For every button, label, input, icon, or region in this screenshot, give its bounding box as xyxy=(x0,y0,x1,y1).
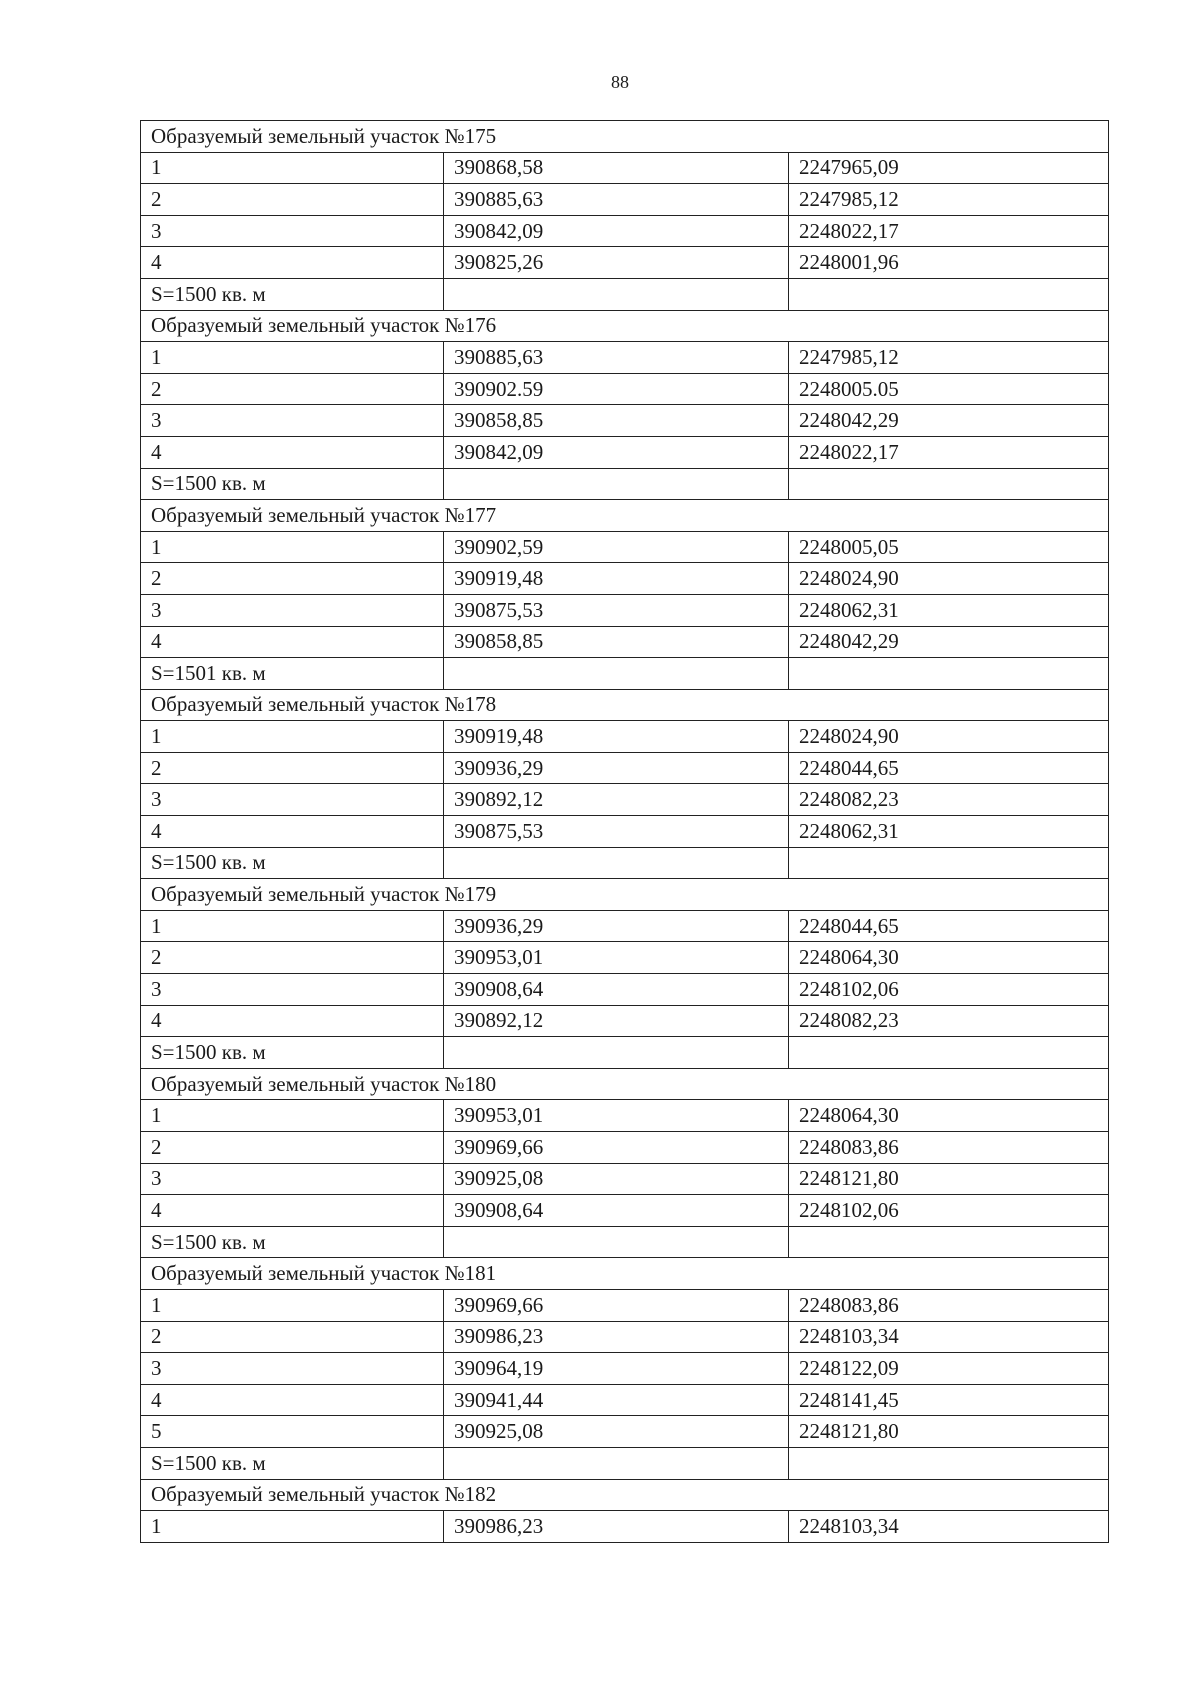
parcel-title: Образуемый земельный участок №177 xyxy=(141,500,1109,532)
x-coordinate: 390842,09 xyxy=(444,436,789,468)
page-number: 88 xyxy=(611,72,629,92)
x-coordinate: 390941,44 xyxy=(444,1384,789,1416)
area-row xyxy=(141,468,1109,500)
point-number: 1 xyxy=(141,1100,444,1132)
x-coordinate: 390953,01 xyxy=(444,942,789,974)
parcel-title: Образуемый земельный участок №176 xyxy=(141,310,1109,342)
empty-cell xyxy=(789,468,1109,500)
y-coordinate: 2247985,12 xyxy=(789,184,1109,216)
point-number: 1 xyxy=(141,152,444,184)
point-row xyxy=(141,247,1109,279)
x-coordinate: 390936,29 xyxy=(444,752,789,784)
parcel-title: Образуемый земельный участок №182 xyxy=(141,1479,1109,1511)
parcel-title: Образуемый земельный участок №181 xyxy=(141,1258,1109,1290)
y-coordinate: 2248083,86 xyxy=(789,1132,1109,1164)
point-row xyxy=(141,974,1109,1006)
y-coordinate: 2248121,80 xyxy=(789,1416,1109,1448)
point-number: 2 xyxy=(141,563,444,595)
parcel-area: S=1501 кв. м xyxy=(141,658,444,690)
parcel-title: Образуемый земельный участок №179 xyxy=(141,879,1109,911)
y-coordinate: 2247965,09 xyxy=(789,152,1109,184)
x-coordinate: 390964,19 xyxy=(444,1353,789,1385)
parcel-header-row xyxy=(141,689,1109,721)
parcel-title: Образуемый земельный участок №178 xyxy=(141,689,1109,721)
point-number: 3 xyxy=(141,405,444,437)
point-number: 3 xyxy=(141,594,444,626)
x-coordinate: 390925,08 xyxy=(444,1163,789,1195)
point-number: 2 xyxy=(141,1321,444,1353)
point-row xyxy=(141,436,1109,468)
x-coordinate: 390986,23 xyxy=(444,1321,789,1353)
point-row xyxy=(141,752,1109,784)
x-coordinate: 390875,53 xyxy=(444,594,789,626)
y-coordinate: 2248042,29 xyxy=(789,405,1109,437)
point-row xyxy=(141,784,1109,816)
y-coordinate: 2248121,80 xyxy=(789,1163,1109,1195)
point-row xyxy=(141,1195,1109,1227)
point-row xyxy=(141,1163,1109,1195)
y-coordinate: 2248044,65 xyxy=(789,910,1109,942)
parcel-area: S=1500 кв. м xyxy=(141,1037,444,1069)
point-number: 2 xyxy=(141,1132,444,1164)
point-row xyxy=(141,1100,1109,1132)
point-row xyxy=(141,1289,1109,1321)
point-row xyxy=(141,152,1109,184)
point-row xyxy=(141,594,1109,626)
x-coordinate: 390936,29 xyxy=(444,910,789,942)
x-coordinate: 390969,66 xyxy=(444,1289,789,1321)
point-number: 4 xyxy=(141,247,444,279)
point-number: 3 xyxy=(141,784,444,816)
y-coordinate: 2248064,30 xyxy=(789,1100,1109,1132)
x-coordinate: 390858,85 xyxy=(444,405,789,437)
x-coordinate: 390919,48 xyxy=(444,563,789,595)
point-number: 4 xyxy=(141,1005,444,1037)
point-row xyxy=(141,342,1109,374)
point-number: 2 xyxy=(141,942,444,974)
x-coordinate: 390969,66 xyxy=(444,1132,789,1164)
area-row xyxy=(141,278,1109,310)
empty-cell xyxy=(444,278,789,310)
point-number: 4 xyxy=(141,626,444,658)
point-number: 2 xyxy=(141,184,444,216)
y-coordinate: 2248042,29 xyxy=(789,626,1109,658)
point-row xyxy=(141,184,1109,216)
point-number: 3 xyxy=(141,1353,444,1385)
y-coordinate: 2248102,06 xyxy=(789,1195,1109,1227)
area-row xyxy=(141,1447,1109,1479)
point-row xyxy=(141,1321,1109,1353)
point-row xyxy=(141,215,1109,247)
y-coordinate: 2248062,31 xyxy=(789,816,1109,848)
x-coordinate: 390825,26 xyxy=(444,247,789,279)
point-row xyxy=(141,563,1109,595)
y-coordinate: 2248024,90 xyxy=(789,563,1109,595)
y-coordinate: 2248122,09 xyxy=(789,1353,1109,1385)
point-number: 1 xyxy=(141,1511,444,1543)
x-coordinate: 390892,12 xyxy=(444,784,789,816)
y-coordinate: 2247985,12 xyxy=(789,342,1109,374)
y-coordinate: 2248001,96 xyxy=(789,247,1109,279)
empty-cell xyxy=(789,1037,1109,1069)
point-number: 1 xyxy=(141,342,444,374)
point-number: 3 xyxy=(141,974,444,1006)
y-coordinate: 2248044,65 xyxy=(789,752,1109,784)
parcel-area: S=1500 кв. м xyxy=(141,1226,444,1258)
parcel-header-row xyxy=(141,500,1109,532)
y-coordinate: 2248024,90 xyxy=(789,721,1109,753)
point-row xyxy=(141,910,1109,942)
empty-cell xyxy=(444,1447,789,1479)
point-row xyxy=(141,1132,1109,1164)
empty-cell xyxy=(444,658,789,690)
point-number: 4 xyxy=(141,816,444,848)
coordinates-table-body xyxy=(141,121,1109,1543)
point-row xyxy=(141,1511,1109,1543)
empty-cell xyxy=(789,847,1109,879)
parcel-area: S=1500 кв. м xyxy=(141,1447,444,1479)
y-coordinate: 2248083,86 xyxy=(789,1289,1109,1321)
parcel-header-row xyxy=(141,879,1109,911)
point-row xyxy=(141,1353,1109,1385)
x-coordinate: 390885,63 xyxy=(444,184,789,216)
point-row xyxy=(141,531,1109,563)
area-row xyxy=(141,658,1109,690)
y-coordinate: 2248103,34 xyxy=(789,1511,1109,1543)
y-coordinate: 2248082,23 xyxy=(789,784,1109,816)
point-number: 5 xyxy=(141,1416,444,1448)
x-coordinate: 390868,58 xyxy=(444,152,789,184)
point-number: 1 xyxy=(141,910,444,942)
x-coordinate: 390902,59 xyxy=(444,531,789,563)
x-coordinate: 390953,01 xyxy=(444,1100,789,1132)
point-number: 3 xyxy=(141,215,444,247)
area-row xyxy=(141,1037,1109,1069)
empty-cell xyxy=(789,1447,1109,1479)
empty-cell xyxy=(444,1037,789,1069)
coordinates-table xyxy=(140,120,1109,1543)
point-number: 1 xyxy=(141,1289,444,1321)
point-row xyxy=(141,721,1109,753)
x-coordinate: 390892,12 xyxy=(444,1005,789,1037)
y-coordinate: 2248005,05 xyxy=(789,531,1109,563)
x-coordinate: 390902.59 xyxy=(444,373,789,405)
point-row xyxy=(141,1005,1109,1037)
parcel-area: S=1500 кв. м xyxy=(141,468,444,500)
point-number: 1 xyxy=(141,531,444,563)
point-number: 4 xyxy=(141,436,444,468)
x-coordinate: 390908,64 xyxy=(444,974,789,1006)
empty-cell xyxy=(789,1226,1109,1258)
parcel-header-row xyxy=(141,1068,1109,1100)
parcel-title: Образуемый земельный участок №180 xyxy=(141,1068,1109,1100)
point-number: 1 xyxy=(141,721,444,753)
y-coordinate: 2248082,23 xyxy=(789,1005,1109,1037)
point-row xyxy=(141,373,1109,405)
x-coordinate: 390986,23 xyxy=(444,1511,789,1543)
x-coordinate: 390885,63 xyxy=(444,342,789,374)
point-number: 2 xyxy=(141,752,444,784)
point-row xyxy=(141,1416,1109,1448)
point-row xyxy=(141,626,1109,658)
empty-cell xyxy=(789,278,1109,310)
parcel-header-row xyxy=(141,1479,1109,1511)
y-coordinate: 2248103,34 xyxy=(789,1321,1109,1353)
y-coordinate: 2248005.05 xyxy=(789,373,1109,405)
x-coordinate: 390875,53 xyxy=(444,816,789,848)
x-coordinate: 390908,64 xyxy=(444,1195,789,1227)
point-number: 2 xyxy=(141,373,444,405)
empty-cell xyxy=(444,468,789,500)
empty-cell xyxy=(444,847,789,879)
parcel-header-row xyxy=(141,310,1109,342)
parcel-title: Образуемый земельный участок №175 xyxy=(141,121,1109,153)
area-row xyxy=(141,1226,1109,1258)
y-coordinate: 2248022,17 xyxy=(789,436,1109,468)
parcel-header-row xyxy=(141,121,1109,153)
y-coordinate: 2248062,31 xyxy=(789,594,1109,626)
y-coordinate: 2248141,45 xyxy=(789,1384,1109,1416)
y-coordinate: 2248064,30 xyxy=(789,942,1109,974)
y-coordinate: 2248022,17 xyxy=(789,215,1109,247)
empty-cell xyxy=(444,1226,789,1258)
empty-cell xyxy=(789,658,1109,690)
y-coordinate: 2248102,06 xyxy=(789,974,1109,1006)
point-row xyxy=(141,1384,1109,1416)
parcel-area: S=1500 кв. м xyxy=(141,847,444,879)
point-number: 4 xyxy=(141,1384,444,1416)
x-coordinate: 390919,48 xyxy=(444,721,789,753)
parcel-header-row xyxy=(141,1258,1109,1290)
point-row xyxy=(141,816,1109,848)
point-number: 4 xyxy=(141,1195,444,1227)
point-number: 3 xyxy=(141,1163,444,1195)
x-coordinate: 390842,09 xyxy=(444,215,789,247)
x-coordinate: 390858,85 xyxy=(444,626,789,658)
point-row xyxy=(141,405,1109,437)
area-row xyxy=(141,847,1109,879)
x-coordinate: 390925,08 xyxy=(444,1416,789,1448)
point-row xyxy=(141,942,1109,974)
parcel-area: S=1500 кв. м xyxy=(141,278,444,310)
